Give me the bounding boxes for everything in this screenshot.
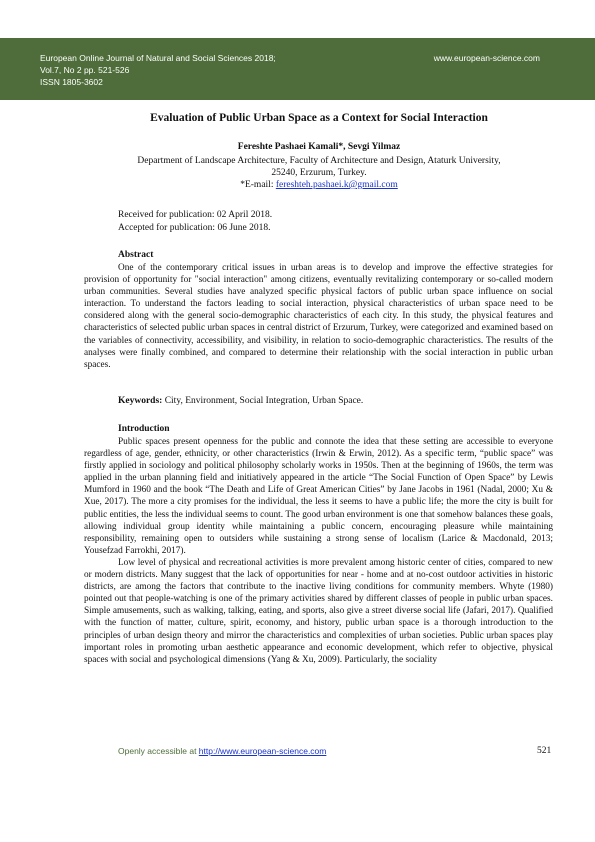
- journal-info: [40, 52, 276, 88]
- email-line: [60, 179, 578, 191]
- email-link[interactable]: fereshteh.pashaei.k@gmail.com: [275, 180, 398, 190]
- journal-issn: ISSN 1805-3602: [40, 77, 103, 87]
- abstract-heading: Abstract: [118, 250, 154, 260]
- received-date: Received for publication: 02 April 2018.: [118, 210, 273, 220]
- abstract-body: [84, 262, 553, 371]
- footer-prefix: Openly accessible at: [118, 746, 199, 756]
- introduction-body: [84, 436, 553, 666]
- footer-link[interactable]: http://www.european-science.com: [198, 746, 327, 756]
- journal-banner: [0, 38, 595, 100]
- journal-website[interactable]: www.european-science.com: [433, 53, 540, 63]
- abstract-text: One of the contemporary critical issues in urban areas is to develop and improve the effective strategies for provision of opportunity for "social interaction" among citizens, eventually revitalizing contemporary or so-called modern urban communities. Several studies have analyzed specific physical factors of public urban space influence on social interaction. To understand the factors leading to social interaction, physical characteristics of urban space need to be considered along with the general socio-demographic characteristics of each city. In this study, the physical features and characteristics of selected public urban spaces in central district of Erzurum, Turkey, were categorized and examined based on the variables of connectivity, accessibility, and visibility, in relation to socio-demographic characteristics. The results of the analyses were finally combined, and compared to determine their relationship with the social interaction in public urban spaces.: [84, 263, 553, 370]
- affiliation-line-2: 25240, Erzurum, Turkey.: [271, 168, 367, 178]
- accepted-date: Accepted for publication: 06 June 2018.: [118, 223, 271, 233]
- affiliation: [60, 155, 578, 191]
- journal-volume: Vol.7, No 2 pp. 521-526: [40, 65, 130, 75]
- article-authors: Fereshte Pashaei Kamali*, Sevgi Yilmaz: [237, 142, 401, 152]
- keywords-label: Keywords:: [118, 396, 163, 406]
- keywords: [118, 396, 363, 406]
- paragraph: Low level of physical and recreational activities is more prevalent among historic center of cities, compared to new or modern districts. Many suggest that the lack of opportunities for near - home and at no-cost outdoor activities in historic districts, are among the factors that contribute to the inactive living conditions for community members. Whyte (1980) pointed out that people-watching is one of the primary activities shared by different classes of people in public urban spaces. Simple amusements, such as walking, talking, eating, and sports, also give a street diverse social life (Jafari, 2017). Qualified with the function of matter, culture, spirit, economy, and history, public urban space is a thorough introduction to the principles of urban design theory and mirror the characteristics and complexities of urban societies. Public urban spaces play important roles in promoting urban aesthetic appearance and economic development, which refer to objective, physical spaces with social and psychological dimensions (Yang & Xu, 2009). Particularly, the sociality: [84, 557, 553, 665]
- keywords-list: City, Environment, Social Integration, Urban Space.: [162, 396, 364, 406]
- page-number: 521: [537, 746, 552, 756]
- article-title: Evaluation of Public Urban Space as a Context for Social Interaction: [150, 112, 488, 124]
- publication-dates: [118, 209, 272, 235]
- paragraph: Public spaces present openness for the public and connote the idea that these setting are accessible to everyone regardless of age, gender, ethnicity, or other characteristics (Irwin & Erwin, 2012). As a specific term, “public space” was firstly applied in sociology and political philosophy scholarly works in 1950s. Then at the beginning of 1960s, the term was applied in the urban planning field and initiatively appeared in the article “The Social Function of Open Space” by Lewis Mumford in 1960 and the book “The Death and Life of Great American Cities” by Jane Jacobs in 1961 (Nadal, 2000; Xu & Xue, 2017). The more a city promises for the individual, the less it seems to have a public life; the more the city is built for public entities, the less the individual seems to count. The good urban environment is one that somehow balances these goals, allowing individual group identity while maintaining a public concern, encouraging pleasure while maintaining responsibility, remaining open to outsiders while sustaining a strong sense of localism (Larice & Macdonald, 2013; Yousefzad Farrokhi, 2017).: [84, 437, 553, 556]
- footer-access: [118, 746, 326, 756]
- affiliation-line-1: Department of Landscape Architecture, Faculty of Architecture and Design, Ataturk University,: [137, 156, 501, 166]
- introduction-heading: Introduction: [118, 424, 170, 434]
- journal-name: European Online Journal of Natural and Social Sciences 2018;: [40, 53, 276, 63]
- email-label: *E-mail:: [240, 180, 276, 190]
